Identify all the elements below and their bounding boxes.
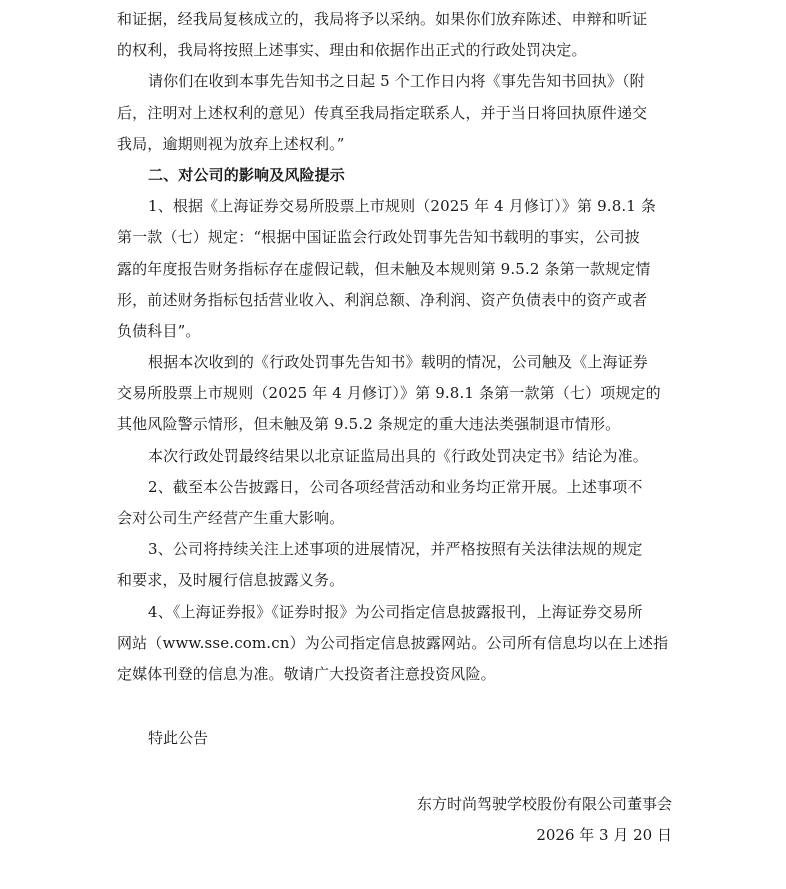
signature-block — [417, 789, 672, 851]
signing-company: 东方时尚驾驶学校股份有限公司董事会 — [416, 795, 672, 813]
paragraph-line: 和证据，经我局复核成立的，我局将予以采纳。如果你们放弃陈述、申辩和听证 — [117, 10, 648, 28]
paragraph-line: 3、公司将持续关注上述事项的进展情况，并严格按照有关法律法规的规定 — [148, 540, 643, 559]
paragraph-line: 2、截至本公告披露日，公司各项经营活动和业务均正常开展。上述事项不 — [148, 477, 643, 496]
section-heading: 二、对公司的影响及风险提示 — [148, 165, 345, 184]
paragraph-line: 负债科目”。 — [117, 321, 201, 340]
paragraph-line: 我局，逾期则视为放弃上述权利。” — [117, 134, 345, 153]
paragraph-line: 4、《上海证券报》《证券时报》为公司指定信息披露报刊，上海证券交易所 — [148, 602, 643, 621]
document-body — [117, 4, 673, 690]
paragraph-line: 定媒体刊登的信息为准。敬请广大投资者注意投资风险。 — [117, 664, 496, 683]
signing-date: 2026 年 3 月 20 日 — [536, 826, 672, 844]
paragraph-line: 1、根据《上海证券交易所股票上市规则（2025 年 4 月修订）》第 9.8.1 条 — [148, 197, 657, 216]
paragraph-line: 其他风险警示情形，但未触及第 9.5.2 条规定的重大违法类强制退市情形。 — [117, 415, 621, 434]
paragraph-line: 会对公司生产经营产生重大影响。 — [117, 509, 345, 527]
paragraph-line: 网站（www.sse.com.cn）为公司指定信息披露网站。公司所有信息均以在上述指 — [117, 633, 669, 652]
paragraph-line: 本次行政处罚最终结果以北京证监局出具的《行政处罚决定书》结论为准。 — [148, 446, 648, 465]
paragraph-line: 和要求，及时履行信息披露义务。 — [117, 571, 345, 590]
paragraph-line: 请你们在收到本事先告知书之日起 5 个工作日内将《事先告知书回执》（附 — [148, 72, 645, 91]
closing-statement: 特此公告 — [148, 729, 209, 747]
paragraph-line: 形，前述财务指标包括营业收入、利润总额、净利润、资产负债表中的资产或者 — [117, 290, 648, 309]
paragraph-line: 露的年度报告财务指标存在虚假记载，但未触及本规则第 9.5.2 条第一款规定情 — [117, 259, 651, 278]
paragraph-line: 根据本次收到的《行政处罚事先告知书》载明的情况，公司触及《上海证券 — [148, 353, 648, 372]
paragraph-line: 交易所股票上市规则（2025 年 4 月修订）》第 9.8.1 条第一款第（七）项规定的 — [117, 384, 661, 403]
paragraph-line: 第一款（七）规定：“根据中国证监会行政处罚事先告知书载明的事实，公司披 — [117, 228, 640, 247]
paragraph-line: 后，注明对上述权利的意见）传真至我局指定联系人，并于当日将回执原件递交 — [117, 103, 648, 122]
paragraph-line: 的权利，我局将按照上述事实、理由和依据作出正式的行政处罚决定。 — [117, 41, 587, 60]
